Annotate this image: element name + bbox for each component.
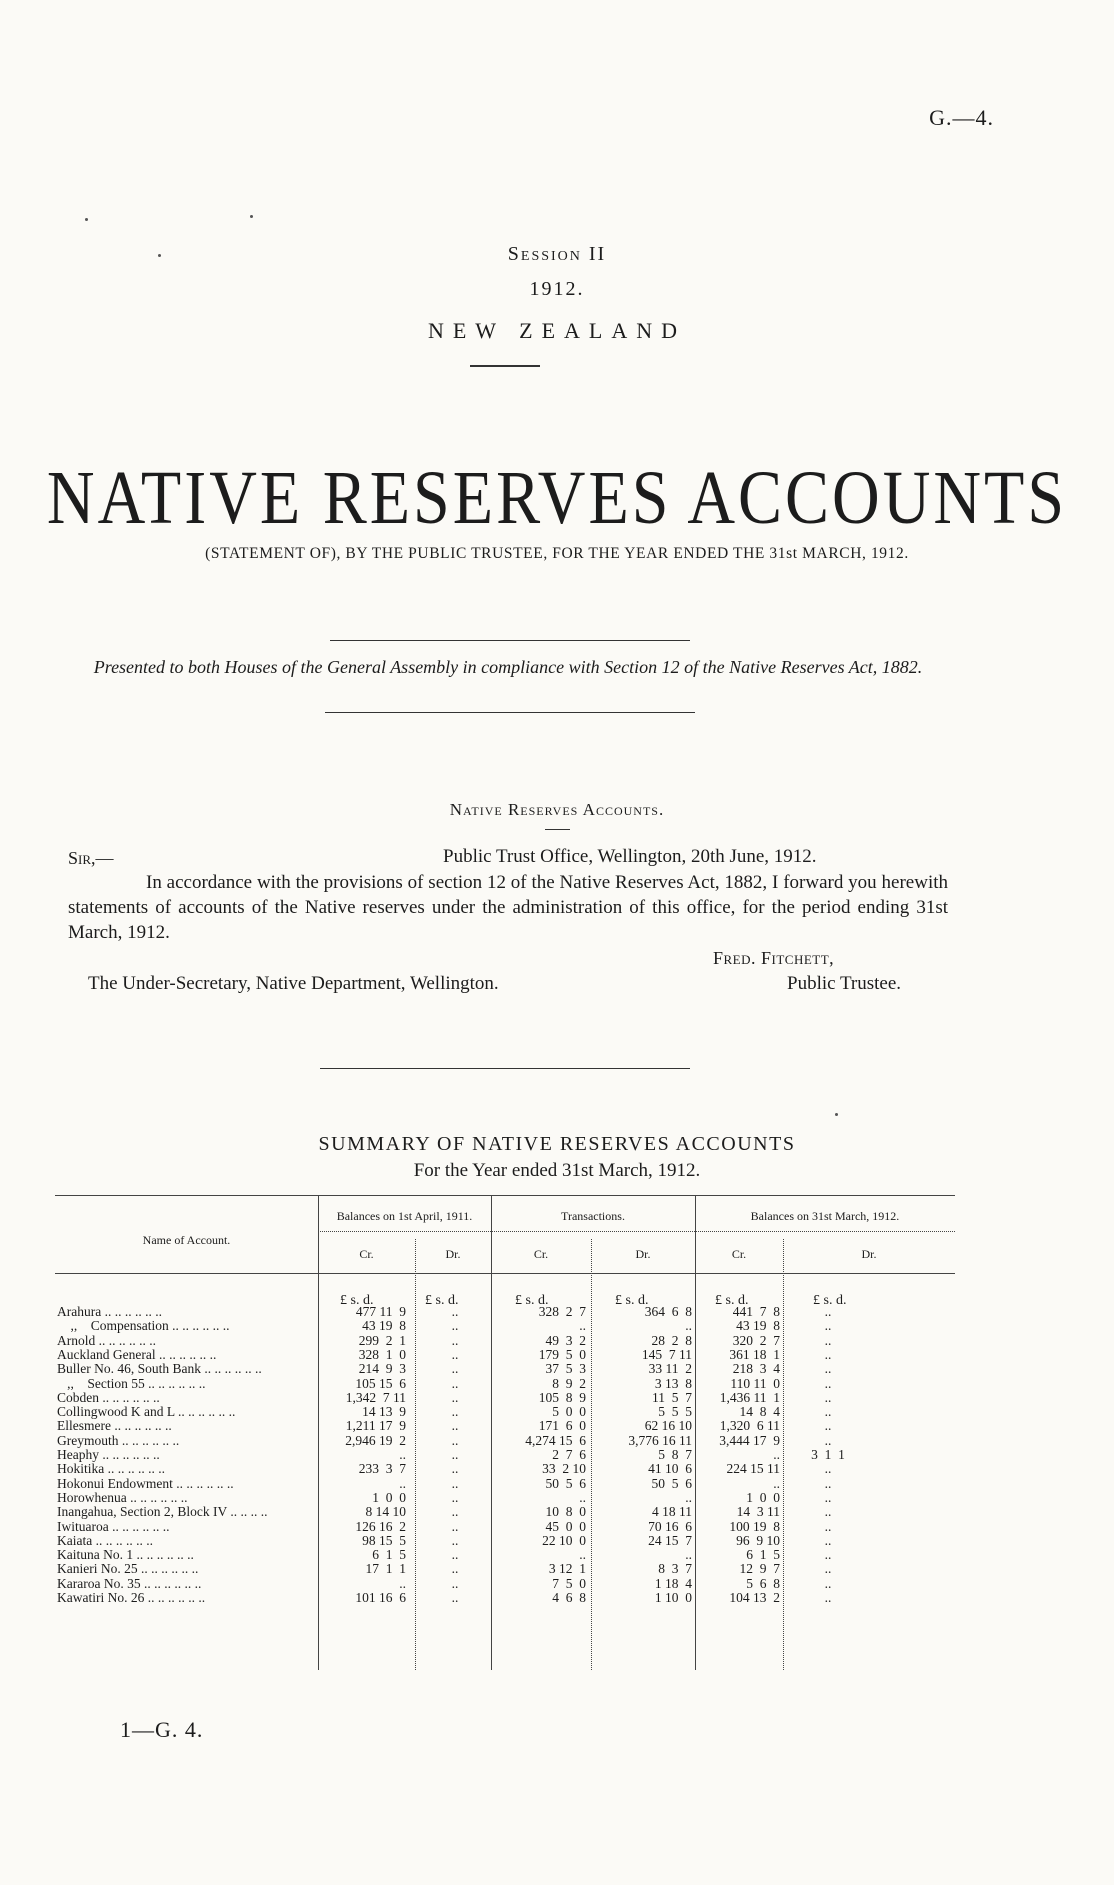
table-row [55, 1462, 955, 1476]
year-label: 1912. [529, 278, 585, 300]
account-name: ,, Section 55 .. .. [57, 1377, 269, 1391]
amount-c1: 477 11 9 [355, 1304, 406, 1319]
table-rule [318, 1231, 955, 1232]
amount-c4: 62 16 10 [644, 1418, 692, 1434]
table-row [55, 1520, 955, 1534]
letter-salutation: Sir,— [68, 848, 114, 868]
amount-c2: .. [451, 1404, 459, 1420]
units-label: £ s. d. [425, 1293, 459, 1308]
amount-c4: 5 8 7 [658, 1447, 692, 1462]
amount-c2: .. [451, 1332, 459, 1348]
amount-c3: 105 8 9 [538, 1389, 586, 1405]
amount-c5: .. [773, 1475, 780, 1491]
col-header-transactions: Transactions. [561, 1209, 625, 1223]
amount-c2: .. [451, 1375, 459, 1391]
amount-c4: 11 5 7 [652, 1389, 692, 1405]
amount-c3: 179 5 0 [538, 1346, 586, 1362]
summary-title: SUMMARY OF NATIVE RESERVES ACCOUNTS [318, 1133, 796, 1155]
amount-c5: 12 9 7 [739, 1561, 780, 1577]
table-row [55, 1305, 955, 1319]
col-header-dr: Dr. [861, 1247, 877, 1261]
amount-c1: .. [399, 1575, 406, 1591]
amount-c1: 2,946 19 2 [345, 1432, 406, 1448]
table-rule [55, 1195, 955, 1196]
presentation-note: Presented to both Houses of the General Assembly in compliance with Section 12 of the Native Reserves Act, 1882. [93, 657, 923, 677]
amount-c5: 14 3 11 [736, 1504, 780, 1520]
amount-c5: 43 19 8 [736, 1318, 780, 1334]
amount-c3: 4,274 15 6 [525, 1432, 586, 1448]
amount-c3: 33 2 10 [542, 1461, 586, 1477]
amount-c3: 8 9 2 [552, 1375, 586, 1391]
amount-c4: 3 13 8 [654, 1375, 692, 1391]
amount-c3: 50 5 6 [545, 1475, 586, 1491]
amount-c6: .. [824, 1475, 832, 1491]
amount-c4: 145 7 11 [641, 1346, 692, 1362]
account-name: Kaiata .. .. [57, 1534, 269, 1548]
amount-c2: .. [451, 1504, 459, 1520]
amount-c2: .. [451, 1547, 459, 1563]
table-row [55, 1334, 955, 1348]
amount-c4: .. [685, 1547, 692, 1563]
amount-c2: .. [451, 1461, 459, 1477]
document-reference: G.—4. [929, 105, 994, 130]
units-label: £ s. d. [340, 1293, 374, 1308]
table-row [55, 1434, 955, 1448]
account-name: Heaphy .. .. [57, 1448, 269, 1462]
amount-c5: 5 6 8 [746, 1575, 780, 1591]
amount-c4: 50 5 6 [651, 1475, 692, 1491]
amount-c2: .. [451, 1389, 459, 1405]
col-header-opening: Balances on 1st April, 1911. [336, 1209, 473, 1223]
amount-c1: 299 2 1 [358, 1332, 406, 1348]
amount-c2: .. [451, 1432, 459, 1448]
letter-signer: Fred. Fitchett, [713, 948, 835, 968]
amount-c2: .. [451, 1575, 459, 1591]
amount-c1: 1,211 17 9 [345, 1418, 406, 1434]
amount-c2: .. [451, 1475, 459, 1491]
amount-c5: 110 11 0 [730, 1375, 780, 1391]
amount-c5: 1,436 11 1 [719, 1389, 780, 1405]
account-name: Greymouth .. .. [57, 1434, 269, 1448]
amount-c6: .. [824, 1432, 832, 1448]
amount-c6: .. [824, 1404, 832, 1420]
amount-c6: .. [824, 1489, 832, 1505]
units-label: £ s. d. [715, 1293, 749, 1308]
country-label: NEW ZEALAND [427, 318, 687, 343]
summary-subtitle: For the Year ended 31st March, 1912. [413, 1160, 701, 1181]
table-row [55, 1377, 955, 1391]
amount-c5: 14 8 4 [739, 1404, 780, 1420]
amount-c3: 10 8 0 [545, 1504, 586, 1520]
amount-c5: 100 19 8 [729, 1518, 780, 1534]
account-name: Auckland General .. .. [57, 1348, 269, 1362]
amount-c1: 233 3 7 [358, 1461, 406, 1477]
amount-c1: .. [399, 1447, 406, 1462]
amount-c6: .. [824, 1561, 832, 1577]
amount-c5: 320 2 7 [732, 1332, 780, 1348]
letter-signer-title: Public Trustee. [787, 973, 902, 994]
page-signature: 1—G. 4. [120, 1717, 204, 1742]
units-label: £ s. d. [515, 1293, 549, 1308]
amount-c1: 14 13 9 [362, 1404, 406, 1420]
account-name: Kaituna No. 1 .. .. [57, 1548, 269, 1562]
col-header-cr: Cr. [731, 1247, 747, 1261]
table-row [55, 1391, 955, 1405]
amount-c4: .. [685, 1489, 692, 1505]
amount-c3: 7 5 0 [552, 1575, 586, 1591]
amount-c5: 1 0 0 [746, 1489, 780, 1505]
account-name: Kararoa No. 35 .. .. [57, 1577, 269, 1591]
amount-c3: .. [579, 1489, 586, 1505]
amount-c6: .. [824, 1361, 832, 1377]
amount-c1: 126 16 2 [355, 1518, 406, 1534]
table-row [55, 1562, 955, 1576]
summary-table [55, 1195, 955, 1670]
amount-c5: 1,320 6 11 [719, 1418, 780, 1434]
col-header-closing: Balances on 31st March, 1912. [750, 1209, 900, 1223]
amount-c1: 1,342 7 11 [345, 1389, 406, 1405]
amount-c5: 6 1 5 [746, 1547, 780, 1563]
paper-speck [85, 218, 88, 221]
amount-c6: .. [824, 1346, 832, 1362]
amount-c6: .. [824, 1547, 832, 1563]
col-header-cr: Cr. [359, 1247, 374, 1261]
account-name: Arahura .. .. [57, 1305, 269, 1319]
amount-c3: 22 10 0 [542, 1532, 586, 1548]
units-label: £ s. d. [813, 1293, 847, 1308]
account-name: ,, Compensation .. .. [57, 1319, 269, 1333]
amount-c3: 49 3 2 [545, 1332, 586, 1348]
amount-c2: .. [451, 1346, 459, 1362]
amount-c2: .. [451, 1518, 459, 1534]
account-name: Horowhenua .. .. [57, 1491, 269, 1505]
amount-c4: 70 16 6 [648, 1518, 692, 1534]
account-name: Cobden .. .. [57, 1391, 269, 1405]
table-row [55, 1548, 955, 1562]
amount-c4: 3,776 16 11 [628, 1432, 692, 1448]
amount-c6: .. [824, 1575, 832, 1591]
page-title: NATIVE RESERVES ACCOUNTS [46, 456, 1068, 541]
amount-c3: 2 7 6 [552, 1447, 586, 1462]
amount-c1: 17 1 1 [365, 1561, 406, 1577]
letter-heading: Native Reserves Accounts. [449, 800, 665, 819]
amount-c4: 41 10 6 [648, 1461, 692, 1477]
amount-c6: .. [824, 1590, 832, 1605]
amount-c6: .. [824, 1389, 832, 1405]
col-header-cr: Cr. [533, 1247, 549, 1261]
amount-c5: 441 7 8 [732, 1304, 780, 1319]
paper-speck [158, 254, 161, 257]
amount-c1: .. [399, 1475, 406, 1491]
amount-c2: .. [451, 1532, 459, 1548]
amount-c3: 4 6 8 [552, 1590, 586, 1605]
col-header-name: Name of Account. [142, 1233, 231, 1247]
amount-c6: .. [824, 1375, 832, 1391]
amount-c4: 4 18 11 [652, 1504, 692, 1520]
page-subtitle: (STATEMENT OF), BY THE PUBLIC TRUSTEE, FOR THE YEAR ENDED THE 31st MARCH, 1912. [205, 545, 909, 562]
col-header-dr: Dr. [635, 1247, 651, 1261]
divider [330, 640, 690, 641]
divider [470, 365, 540, 367]
letter-addressee: The Under-Secretary, Native Department, Wellington. [88, 973, 499, 994]
amount-c3: .. [579, 1318, 586, 1334]
amount-c3: 37 5 3 [545, 1361, 586, 1377]
amount-c2: .. [451, 1418, 459, 1434]
table-row [55, 1477, 955, 1491]
amount-c3: .. [579, 1547, 586, 1563]
amount-c6: .. [824, 1418, 832, 1434]
amount-c1: 43 19 8 [362, 1318, 406, 1334]
amount-c2: .. [451, 1361, 459, 1377]
account-name: Hokitika .. .. [57, 1462, 269, 1476]
amount-c6: .. [824, 1332, 832, 1348]
account-name: Inangahua, Section 2, Block IV .. .. [57, 1505, 269, 1519]
amount-c2: .. [451, 1318, 459, 1334]
amount-c3: 5 0 0 [552, 1404, 586, 1420]
account-name: Ellesmere .. .. [57, 1419, 269, 1433]
amount-c6: 3 1 1 [811, 1447, 845, 1462]
amount-c4: 33 11 2 [648, 1361, 692, 1377]
amount-c5: 3,444 17 9 [719, 1432, 780, 1448]
paper-speck [250, 215, 253, 218]
units-label: £ s. d. [615, 1293, 649, 1308]
divider [545, 829, 570, 830]
account-name: Iwituaroa .. .. [57, 1520, 269, 1534]
divider [325, 712, 695, 713]
amount-c6: .. [824, 1304, 832, 1319]
divider [320, 1068, 690, 1069]
account-name: Buller No. 46, South Bank .. .. [57, 1362, 269, 1376]
amount-c3: 328 2 7 [538, 1304, 586, 1319]
amount-c2: .. [451, 1561, 459, 1577]
account-name: Kawatiri No. 26 .. .. [57, 1591, 269, 1605]
amount-c1: 101 16 6 [355, 1590, 406, 1605]
amount-c6: .. [824, 1518, 832, 1534]
amount-c5: 361 18 1 [729, 1346, 780, 1362]
amount-c1: 6 1 5 [372, 1547, 406, 1563]
amount-c1: 105 15 6 [355, 1375, 406, 1391]
letter-address: Public Trust Office, Wellington, 20th June, 1912. [443, 846, 817, 867]
amount-c2: .. [451, 1447, 459, 1462]
letter-body: In accordance with the provisions of section 12 of the Native Reserves Act, 1882, I forward you herewith statements of accounts of the Native reserves under the administration of this office, for the period ending 31st March, 1912. [68, 872, 948, 943]
amount-c4: 364 6 8 [644, 1304, 692, 1319]
table-row [55, 1319, 955, 1333]
amount-c1: 8 14 10 [365, 1504, 406, 1520]
amount-c2: .. [451, 1489, 459, 1505]
account-name: Hokonui Endowment .. .. [57, 1477, 269, 1491]
amount-c1: 214 9 3 [358, 1361, 406, 1377]
amount-c1: 328 1 0 [358, 1346, 406, 1362]
amount-c4: 5 5 5 [658, 1404, 692, 1420]
amount-c6: .. [824, 1504, 832, 1520]
amount-c5: 224 15 11 [726, 1461, 780, 1477]
amount-c4: 24 15 7 [648, 1532, 692, 1548]
amount-c3: 171 6 0 [538, 1418, 586, 1434]
amount-c3: 3 12 1 [548, 1561, 586, 1577]
amount-c6: .. [824, 1461, 832, 1477]
amount-c5: .. [773, 1447, 780, 1462]
table-row [55, 1491, 955, 1505]
amount-c2: .. [451, 1304, 459, 1319]
amount-c6: .. [824, 1318, 832, 1334]
table-row [55, 1419, 955, 1433]
paper-speck [835, 1113, 838, 1116]
table-row [55, 1362, 955, 1376]
table-row [55, 1505, 955, 1519]
amount-c6: .. [824, 1532, 832, 1548]
table-rule [55, 1273, 955, 1274]
amount-c4: 1 10 0 [654, 1590, 692, 1605]
table-row [55, 1348, 955, 1362]
table-row [55, 1534, 955, 1548]
col-header-dr: Dr. [445, 1247, 461, 1261]
amount-c4: .. [685, 1318, 692, 1334]
session-label: Session II [507, 243, 607, 265]
amount-c2: .. [451, 1590, 459, 1605]
amount-c5: 96 9 10 [736, 1532, 780, 1548]
account-name: Collingwood K and L .. .. [57, 1405, 269, 1419]
amount-c1: 1 0 0 [372, 1489, 406, 1505]
amount-c3: 45 0 0 [545, 1518, 586, 1534]
amount-c4: 1 18 4 [654, 1575, 692, 1591]
account-name: Arnold .. .. [57, 1334, 269, 1348]
table-row [55, 1405, 955, 1419]
amount-c4: 28 2 8 [651, 1332, 692, 1348]
amount-c5: 218 3 4 [732, 1361, 780, 1377]
account-name: Kanieri No. 25 .. .. [57, 1562, 269, 1576]
table-row [55, 1448, 955, 1462]
table-row [55, 1577, 955, 1591]
amount-c5: 104 13 2 [729, 1590, 780, 1605]
table-row [55, 1591, 955, 1605]
amount-c4: 8 3 7 [658, 1561, 692, 1577]
amount-c1: 98 15 5 [362, 1532, 406, 1548]
